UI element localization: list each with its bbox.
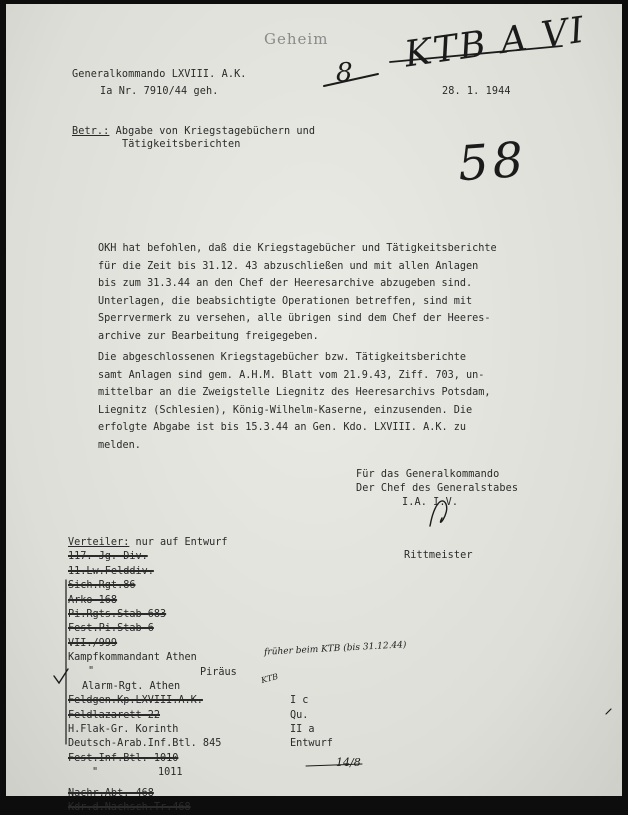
distribution-item: Kampfkommandant Athen [68,652,197,664]
paragraph-2-line: Die abgeschlossenen Kriegstagebücher bzw. Tätigkeitsberichte [98,352,467,363]
subject-line-2: Tätigkeitsberichten [122,139,241,150]
paragraph-1-line: Sperrvermerk zu versehen, alle übrigen sind dem Chef der Heeres- [98,313,491,325]
distribution-item: Kdr.d.Nachsch.Tr.468 [68,802,191,814]
ditto-mark: " [88,666,95,677]
distribution-item: Fest.Inf.Btl. 1010 [68,752,179,764]
signature-rank: Rittmeister [404,550,473,561]
paragraph-2-line: Liegnitz (Schlesien), König-Wilhelm-Kaserne, einzusenden. Die [98,404,473,416]
paragraph-2-line: samt Anlagen sind gem. A.H.M. Blatt vom 21.9.43, Ziff. 703, un- [98,369,485,381]
secret-stamp: Geheim [264,30,329,48]
tick-mark-icon [606,709,611,714]
handwritten-bottom-note: 14/8 [336,756,361,769]
distribution-item: Sich.Rgt.86 [68,580,136,592]
distribution-item: " 1011 [68,766,237,780]
distribution-item: H.Flak-Gr. Korinth II a [68,723,237,737]
issuing-command: Generalkommando LXVIII. A.K. [72,69,247,80]
archive-mark-underline [390,46,562,62]
handwritten-number-top: 8 [336,58,353,88]
distribution-item: Nachr.Abt. 468 [68,787,154,799]
distribution-item: Piräus [200,666,237,678]
signature-scribble [430,501,447,526]
paragraph-1-line: bis zum 31.3.44 an den Chef der Heeresarchive abzugeben sind. [98,278,473,290]
paragraph-2-line: erfolgte Abgabe ist bis 15.3.44 an Gen. Kdo. LXVIII. A.K. zu [98,422,467,434]
paragraph-1-line: Unterlagen, die beabsichtigte Operationen betreffen, sind mit [98,295,473,307]
document-date: 28. 1. 1944 [442,86,511,97]
paragraph-1-line: OKH hat befohlen, daß die Kriegstagebücher und Tätigkeitsberichte [98,243,497,254]
distribution-item: Deutsch-Arab.Inf.Btl. 845 Entwurf [68,737,237,751]
handwritten-big-number: 58 [456,131,529,193]
distribution-item: Alarm-Rgt. Athen [82,680,181,692]
paragraph-2-line: melden. [98,439,141,451]
distribution-item: Pi.Rgts.Stab 683 [68,608,167,620]
handwritten-margin-note-2: KTB [260,671,280,686]
signature-line-3: I.A. I.V. [402,497,459,508]
distribution-right-item: Qu. [290,709,309,721]
distribution-item: Fest.Pi.Stab 6 [68,623,154,635]
distribution-item: Feldgen.Kp.LXVIII.A.K. I c [68,694,237,708]
document-page [6,4,622,814]
distribution-right-item: II a [290,724,315,736]
reference-number: Ia Nr. 7910/44 geh. [100,86,219,97]
ink-strokes [6,4,622,796]
paragraph-2-line: mittelbar an die Zweigstelle Liegnitz des Heeresarchivs Potsdam, [98,387,491,399]
paragraph-1-line: archive zur Bearbeitung freigegeben. [98,330,319,342]
ditto-mark: " [92,767,99,779]
signature-line-1: Für das Generalkommando [356,469,500,480]
distribution-right-item: Entwurf [290,738,333,750]
distribution-header: Verteiler: nur auf Entwurf [68,537,228,548]
distribution-item: VII./999 [68,637,118,649]
distribution-right-item: I c [290,695,309,707]
paragraph-1-line: für die Zeit bis 31.12. 43 abzuschließen und mit allen Anlagen [98,260,479,272]
distribution-item: 117. Jg. Div. [68,551,148,563]
handwritten-margin-note: früher beim KTB (bis 31.12.44) [263,640,407,658]
subject-label: Betr.: Abgabe von Kriegstagebüchern und [72,126,316,137]
bottom-scribble [306,764,362,766]
signature-line-2: Der Chef des Generalstabes [356,483,519,494]
distribution-item: Arko 168 [68,594,118,606]
handwritten-underline [324,74,378,86]
distribution-item: Feldlazarett 22 Qu. [68,709,237,723]
distribution-item: 11.Lw.Felddiv. [68,565,154,577]
handwritten-archive-mark: KTB A VI [402,9,589,76]
subject-line-1: Abgabe von Kriegstagebüchern und [115,126,316,137]
